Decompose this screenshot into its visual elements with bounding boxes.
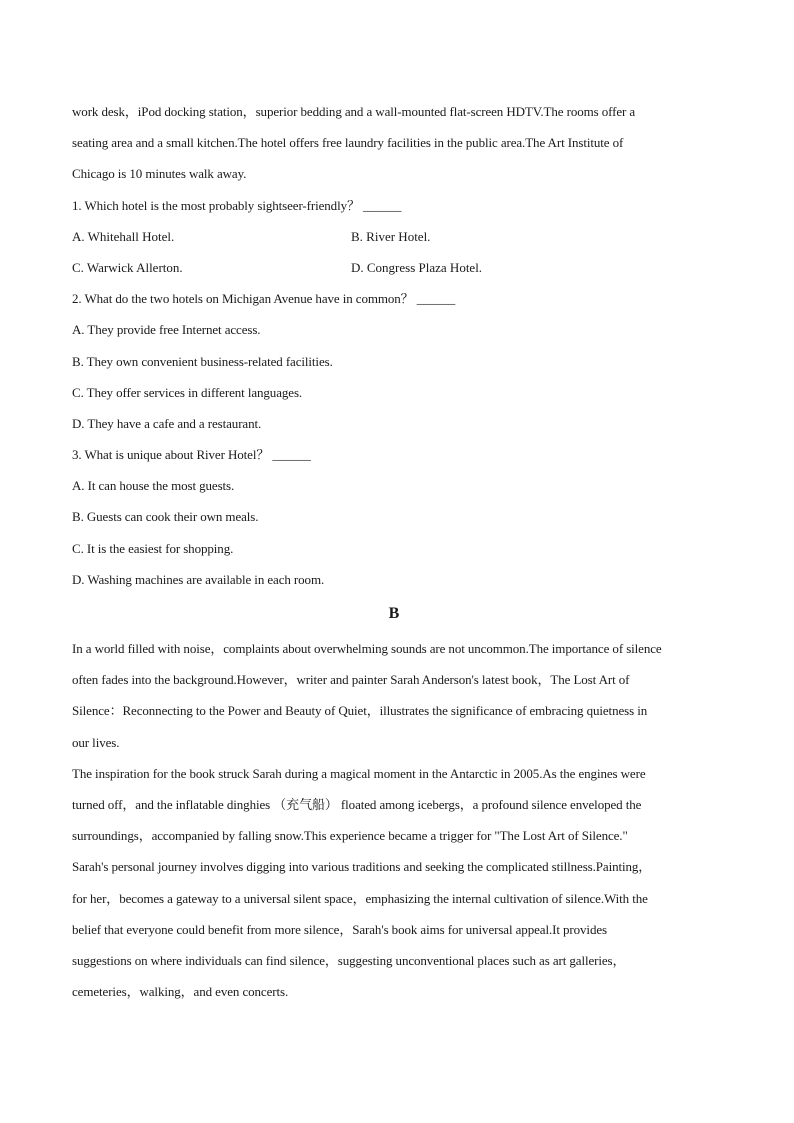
text-line: In a world filled with noise，complaints about overwhelming sounds are not uncommon.The importance of silence	[72, 641, 662, 656]
text-line: Sarah's personal journey involves digging into various traditions and seeking the complicated stillness.Painting，	[72, 859, 652, 875]
option-d: D. They have a cafe and a restaurant.	[72, 415, 262, 431]
option-b: B. They own convenient business-related facilities.	[72, 353, 333, 369]
option-row	[72, 252, 722, 283]
option-c: C. Warwick Allerton.	[72, 259, 183, 275]
text-line: The inspiration for the book struck Sarah during a magical moment in the Antarctic in 2005.As the engines were	[72, 765, 646, 781]
text-line: Silence：Reconnecting to the Power and Beauty of Quiet，illustrates the significance of embracing quietness in	[72, 703, 648, 719]
text-line: cemeteries，walking，and even concerts.	[72, 984, 289, 1000]
question-stem: 1. Which hotel is the most probably sightseer-friendly？ ______	[72, 197, 402, 213]
passage-a-continuation	[72, 96, 722, 190]
question-3	[72, 439, 722, 595]
question-2	[72, 283, 722, 439]
text-line: belief that everyone could benefit from more silence，Sarah's book aims for universal appeal.It provides	[72, 921, 607, 937]
text-line: work desk，iPod docking station，superior bedding and a wall-mounted flat-screen HDTV.The rooms offer a	[72, 104, 636, 119]
option-d: D. Congress Plaza Hotel.	[351, 259, 483, 275]
text-line: suggestions on where individuals can find silence，suggesting unconventional places such as art galleries，	[72, 952, 626, 968]
option-a: A. It can house the most guests.	[72, 478, 235, 494]
text-line: our lives.	[72, 734, 120, 750]
document-page	[72, 96, 722, 1007]
option-a: A. They provide free Internet access.	[72, 322, 261, 338]
question-stem: 3. What is unique about River Hotel？ ______	[72, 447, 311, 463]
option-c: C. They offer services in different languages.	[72, 384, 303, 400]
section-b-heading: B	[388, 605, 400, 622]
option-b: B. River Hotel.	[351, 228, 431, 244]
text-line: for her，becomes a gateway to a universal silent space，emphasizing the internal cultivation of silence.With the	[72, 890, 648, 906]
text-line: often fades into the background.However，writer and painter Sarah Anderson's latest book，The Lost Art of	[72, 672, 630, 688]
option-a: A. Whitehall Hotel.	[72, 228, 175, 244]
option-d: D. Washing machines are available in each room.	[72, 571, 325, 587]
question-stem: 2. What do the two hotels on Michigan Avenue have in common？ ______	[72, 291, 456, 307]
option-b: B. Guests can cook their own meals.	[72, 509, 259, 525]
section-b-paragraph-1	[72, 633, 722, 758]
question-1	[72, 190, 722, 284]
text-line: turned off，and the inflatable dinghies （充气船） floated among icebergs，a profound silence enveloped the	[72, 796, 642, 812]
option-row	[72, 221, 722, 252]
text-line: Chicago is 10 minutes walk away.	[72, 166, 247, 182]
text-line: seating area and a small kitchen.The hotel offers free laundry facilities in the public area.The Art Institute of	[72, 135, 624, 151]
section-b-paragraph-2	[72, 758, 722, 1008]
option-c: C. It is the easiest for shopping.	[72, 540, 234, 556]
text-line: surroundings，accompanied by falling snow.This experience became a trigger for "The Lost Art of Silence."	[72, 828, 628, 844]
